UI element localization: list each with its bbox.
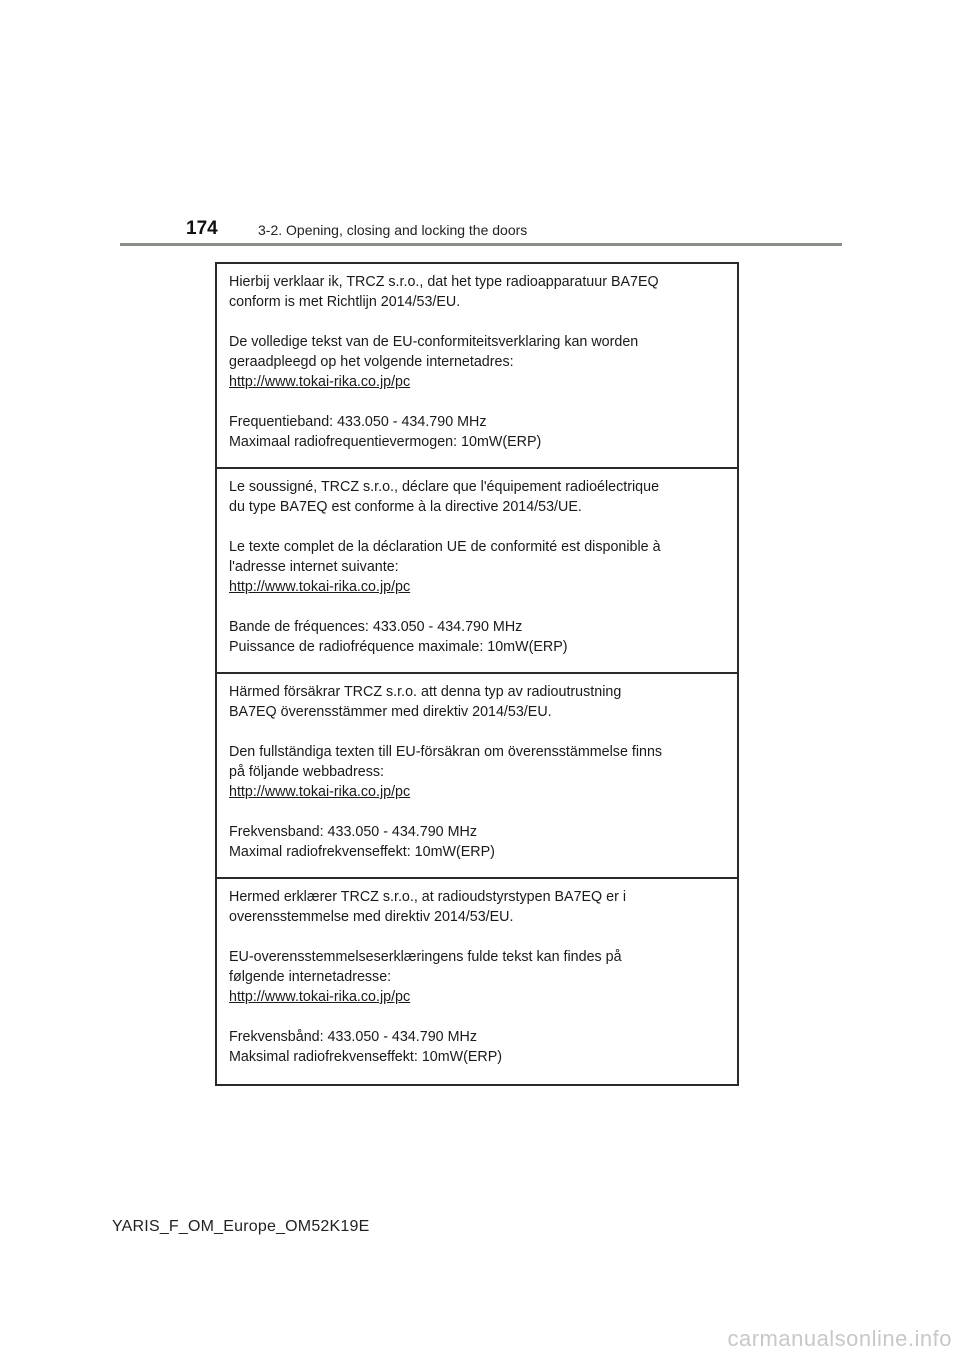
frequency-band: Frekvensband: 433.050 - 434.790 MHz — [229, 824, 477, 840]
full-text-intro: EU-overensstemmelseserklæringens fulde tekst kan findes på følgende internetadresse: — [229, 949, 622, 985]
document-id: YARIS_F_OM_Europe_OM52K19E — [112, 1218, 370, 1235]
declaration-section-danish — [217, 879, 737, 1084]
declaration-text: Hierbij verklaar ik, TRCZ s.r.o., dat het type radioapparatuur BA7EQ conform is met Richtlijn 2014/53/EU. — [229, 274, 659, 310]
frequency-band: Bande de fréquences: 433.050 - 434.790 MHz — [229, 619, 523, 635]
max-power: Puissance de radiofréquence maximale: 10mW(ERP) — [229, 639, 568, 655]
declaration-section-dutch — [217, 264, 737, 469]
declaration-section-french — [217, 469, 737, 674]
max-power: Maximal radiofrekvenseffekt: 10mW(ERP) — [229, 844, 495, 860]
declaration-section-swedish — [217, 674, 737, 879]
declaration-url-link[interactable]: http://www.tokai-rika.co.jp/pc — [229, 374, 411, 390]
max-power: Maximaal radiofrequentievermogen: 10mW(ERP) — [229, 434, 542, 450]
watermark: carmanualsonline.info — [727, 1326, 952, 1351]
declaration-url-link[interactable]: http://www.tokai-rika.co.jp/pc — [229, 579, 411, 595]
full-text-intro: Den fullständiga texten till EU-försäkran om överensstämmelse finns på följande webbadress: — [229, 744, 663, 780]
frequency-band: Frekvensbånd: 433.050 - 434.790 MHz — [229, 1029, 477, 1045]
declaration-text: Härmed försäkrar TRCZ s.r.o. att denna typ av radioutrustning BA7EQ överensstämmer med direktiv 2014/53/EU. — [229, 684, 622, 720]
page-header — [120, 210, 842, 246]
full-text-intro: De volledige tekst van de EU-conformiteitsverklaring kan worden geraadpleegd op het volgende internetadres: — [229, 334, 639, 370]
frequency-band: Frequentieband: 433.050 - 434.790 MHz — [229, 414, 487, 430]
declaration-text: Le soussigné, TRCZ s.r.o., déclare que l'équipement radioélectrique du type BA7EQ est conforme à la directive 2014/53/UE. — [229, 479, 660, 515]
declaration-url-link[interactable]: http://www.tokai-rika.co.jp/pc — [229, 784, 411, 800]
declaration-text: Hermed erklærer TRCZ s.r.o., at radioudstyrstypen BA7EQ er i overensstemmelse med direktiv 2014/53/EU. — [229, 889, 627, 925]
page-number: 174 — [186, 218, 218, 239]
declaration-url-link[interactable]: http://www.tokai-rika.co.jp/pc — [229, 989, 411, 1005]
declaration-box — [215, 262, 739, 1086]
header-divider — [120, 243, 842, 246]
section-title: 3-2. Opening, closing and locking the doors — [258, 222, 528, 238]
full-text-intro: Le texte complet de la déclaration UE de conformité est disponible à l'adresse internet suivante: — [229, 539, 661, 575]
max-power: Maksimal radiofrekvenseffekt: 10mW(ERP) — [229, 1049, 503, 1065]
